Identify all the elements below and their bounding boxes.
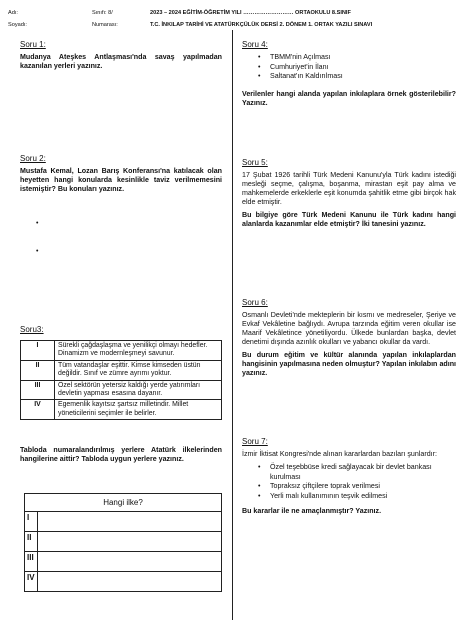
exam-title-line2: T.C. İNKILAP TARİHİ VE ATATÜRKÇÜLÜK DERSİ 2. DÖNEM 1. ORTAK YAZILI SINAVI <box>150 22 373 28</box>
answer-row-number: II <box>25 532 38 552</box>
question-5-text: 17 Şubat 1926 tarihli Türk Medeni Kanunu'yla Türk kadını istediği mesleği seçme, çalışma, boşanma, mirastan eşit pay alma ve mahkemelerde erkeklerle eşit konumda şahitlik etme gibi birçok hak elde etmiştir. <box>242 171 456 206</box>
question-2-text: Mustafa Kemal, Lozan Barış Konferansı'na katılacak olan heyetten hangi konularda kesinlikle taviz verilmemesini istemiştir? Bu konuları yazınız. <box>20 167 222 193</box>
answer-row <box>25 532 222 552</box>
list-item: • Saltanat'ın Kaldırılması <box>270 72 456 82</box>
table-row <box>21 360 222 380</box>
question-7-text: İzmir İktisat Kongresi'nde alınan kararlardan bazıları şunlardır: <box>242 450 437 458</box>
question-7 <box>242 437 456 516</box>
row-number: I <box>21 341 55 361</box>
answer-row-number: III <box>25 552 38 572</box>
question-5 <box>242 158 456 229</box>
question-1-text: Mudanya Ateşkes Antlaşması'nda savaş yapılmadan kazanılan yerleri yazınız. <box>20 53 222 70</box>
row-text: Sürekli çağdaşlaşma ve yenilikçi olmayı hedefler. Dinamizm ve modernleşmeyi savunur. <box>55 341 222 361</box>
question-5-question: Bu bilgiye göre Türk Medeni Kanunu ile Türk kadını hangi alanlarda kazanımlar elde etmiştir? İki tanesini yazınız. <box>242 211 456 228</box>
row-number: II <box>21 360 55 380</box>
principles-table <box>20 340 222 420</box>
list-item: • Yerli malı kullanımının teşvik edilmesi <box>270 492 456 502</box>
question-7-label: Soru 7: <box>242 437 268 446</box>
number-label: Numarası: <box>92 22 118 28</box>
row-text: Özel sektörün yetersiz kaldığı yerde yatırımları devletin yapması esasına dayanır. <box>55 380 222 400</box>
name-label: Adı: <box>8 10 18 16</box>
table-row <box>21 380 222 400</box>
answer-cell[interactable] <box>37 512 221 532</box>
row-number: III <box>21 380 55 400</box>
answer-bullet-1: • <box>36 220 39 227</box>
answer-bullet-2: • <box>36 248 39 255</box>
question-6-question: Bu durum eğitim ve kültür alanında yapılan inkılaplardan hangisinin yapılmasına neden olmuştur? Yapılan inkılabın adını yazınız. <box>242 351 456 377</box>
question-6-label: Soru 6: <box>242 298 268 307</box>
exam-title-line1: 2023 – 2024 EĞİTİM-ÖĞRETİM YILI ……………………… ORTAOKULU 8.SINIF <box>150 10 351 16</box>
question-6-text: Osmanlı Devleti'nde mekteplerin bir kısmı ve medreseler, Şeriye ve Evkaf Vekâletine bağlıydı. Avrupa tarzında eğitim veren okullar ise Maarif Vekâletince yönetiliyordu. Ülkede bunlardan başka, devlet denetimi dışında azınlık okulları ve yabancı okullar da vardı. <box>242 311 456 346</box>
table-row <box>21 341 222 361</box>
answer-cell[interactable] <box>37 532 221 552</box>
class-label: Sınıfı: 8/ <box>92 10 113 16</box>
surname-label: Soyadı: <box>8 22 27 28</box>
question-7-question: Bu kararlar ile ne amaçlanmıştır? Yazınız. <box>242 507 382 515</box>
answer-table-header-row <box>25 494 222 512</box>
answer-row <box>25 552 222 572</box>
answer-table-header: Hangi ilke? <box>25 494 222 512</box>
table-row <box>21 400 222 420</box>
list-item: • Topraksız çiftçilere toprak verilmesi <box>270 482 456 492</box>
answer-row <box>25 512 222 532</box>
answer-row-number: I <box>25 512 38 532</box>
question-1 <box>20 40 222 71</box>
question-2 <box>20 154 222 194</box>
row-text: Egemenlik kayıtsız şartsız milletindir. Millet yöneticilerini seçimler ile belirler. <box>55 400 222 420</box>
question-4-list <box>270 53 456 82</box>
list-item: • Cumhuriyet'in İlanı <box>270 63 456 73</box>
question-5-label: Soru 5: <box>242 158 268 167</box>
row-text: Tüm vatandaşlar eşittir. Kimse kimseden üstün değildir. Sınıf ve zümre ayrımı yoktur. <box>55 360 222 380</box>
question-2-label: Soru 2: <box>20 154 46 163</box>
question-3-label: Soru3: <box>20 325 44 334</box>
question-4 <box>242 40 456 108</box>
row-number: IV <box>21 400 55 420</box>
question-4-label: Soru 4: <box>242 40 268 49</box>
answer-row-number: IV <box>25 572 38 592</box>
question-6 <box>242 298 456 378</box>
answer-table <box>24 493 222 592</box>
answer-row <box>25 572 222 592</box>
list-item: • Özel teşebbüse kredi sağlayacak bir devlet bankası kurulması <box>270 463 456 482</box>
column-divider <box>232 30 233 620</box>
question-3-prompt: Tabloda numaralandırılmış yerlere Atatürk ilkelerinden hangilerine aittir? Tabloda uygun yerlere yazınız. <box>20 446 222 463</box>
answer-cell[interactable] <box>37 552 221 572</box>
list-item: • TBMM'nin Açılması <box>270 53 456 63</box>
question-4-text: Verilenler hangi alanda yapılan inkılaplara örnek gösterilebilir? Yazınız. <box>242 89 456 107</box>
question-7-list <box>270 463 456 501</box>
question-1-label: Soru 1: <box>20 40 46 49</box>
answer-cell[interactable] <box>37 572 221 592</box>
